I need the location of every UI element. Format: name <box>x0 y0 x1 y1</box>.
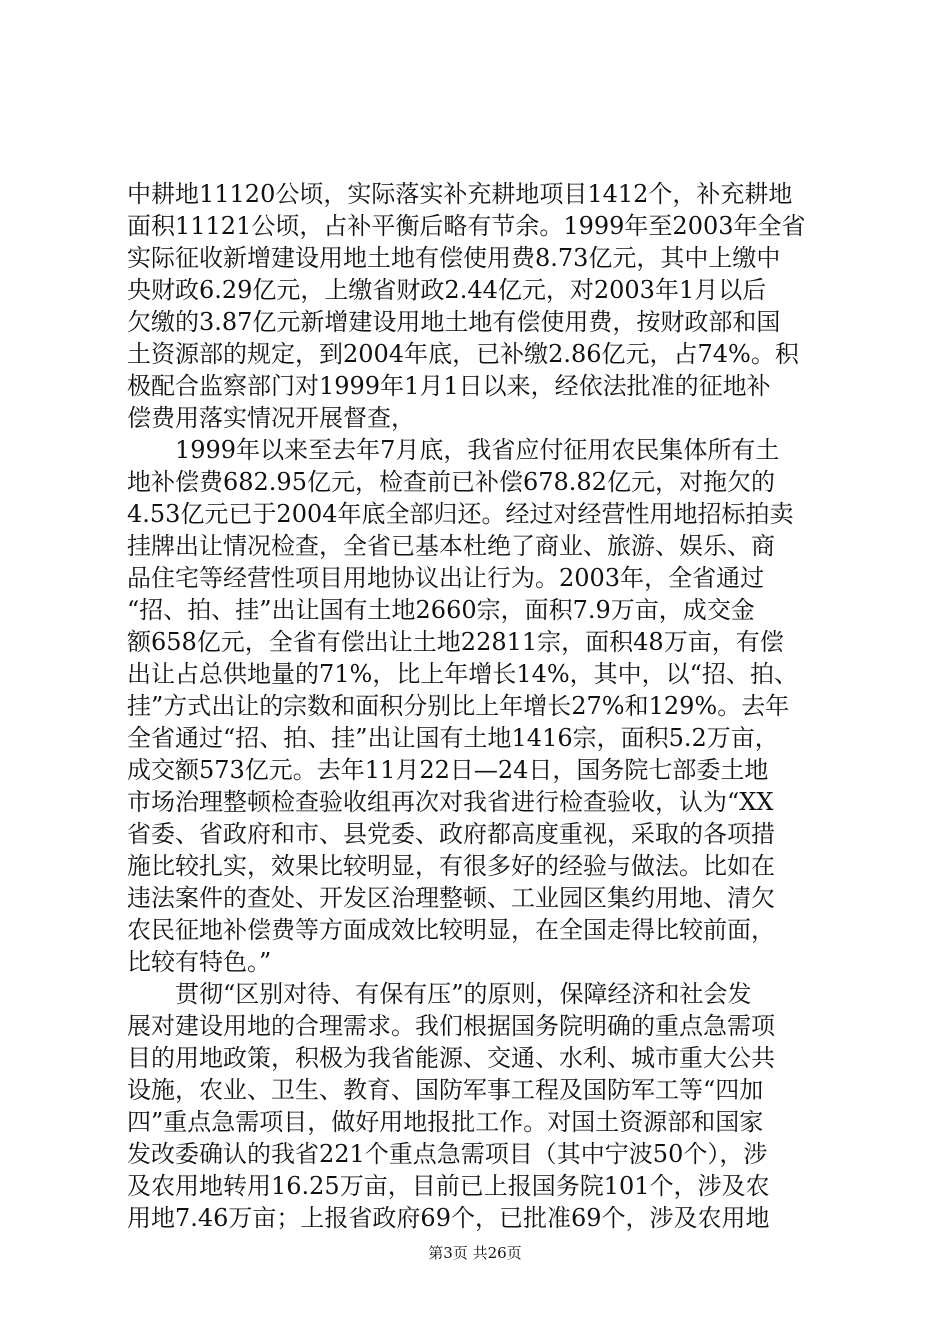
text-line: 出让占总供地量的71%，比上年增长14%，其中，以“招、拍、 <box>127 660 798 688</box>
text-line: 实际征收新增建设用地土地有偿使用费8.73亿元，其中上缴中 <box>127 244 781 272</box>
text-line: 设施，农业、卫生、教育、国防军事工程及国防军工等“四加 <box>127 1076 764 1104</box>
text-line: 全省通过“招、拍、挂”出让国有土地1416宗，面积5.2万亩， <box>127 724 779 752</box>
text-line: 用地7.46万亩；上报省政府69个，已批准69个，涉及农用地 <box>127 1204 770 1232</box>
text-line: 极配合监察部门对1999年1月1日以来，经依法批准的征地补 <box>127 372 771 400</box>
text-line: 品住宅等经营性项目用地协议出让行为。2003年，全省通过 <box>127 564 765 592</box>
text-line: 目的用地政策，积极为我省能源、交通、水利、城市重大公共 <box>127 1044 775 1072</box>
document-body <box>127 178 827 1234</box>
text-line: 农民征地补偿费等方面成效比较明显，在全国走得比较前面， <box>127 916 775 944</box>
text-line: 1999年以来至去年7月底，我省应付征用农民集体所有土 <box>127 436 780 464</box>
text-line: 央财政6.29亿元，上缴省财政2.44亿元，对2003年1月以后 <box>127 276 767 304</box>
text-line: 及农用地转用16.25万亩，目前已上报国务院101个，涉及农 <box>127 1172 770 1200</box>
text-line: 额658亿元，全省有偿出让土地22811宗，面积48万亩，有偿 <box>127 628 784 656</box>
text-line: 比较有特色。” <box>127 948 272 976</box>
text-line: 展对建设用地的合理需求。我们根据国务院明确的重点急需项 <box>127 1012 775 1040</box>
text-line: 4.53亿元已于2004年底全部归还。经过对经营性用地招标拍卖 <box>127 500 794 528</box>
text-line: 省委、省政府和市、县党委、政府都高度重视，采取的各项措 <box>127 820 775 848</box>
text-line: 挂牌出让情况检查，全省已基本杜绝了商业、旅游、娱乐、商 <box>127 532 775 560</box>
text-line: 市场治理整顿检查验收组再次对我省进行检查验收，认为“XX <box>127 788 774 816</box>
text-line: 违法案件的查处、开发区治理整顿、工业园区集约用地、清欠 <box>127 884 775 912</box>
page-footer: 第3页 共26页 <box>428 1244 522 1262</box>
text-line: 地补偿费682.95亿元，检查前已补偿678.82亿元，对拖欠的 <box>127 468 775 496</box>
text-line: 施比较扎实，效果比较明显，有很多好的经验与做法。比如在 <box>127 852 775 880</box>
text-line: “招、拍、挂”出让国有土地2660宗，面积7.9万亩，成交金 <box>127 596 755 624</box>
text-line: 欠缴的3.87亿元新增建设用地土地有偿使用费，按财政部和国 <box>127 308 781 336</box>
text-line: 面积11121公顷，占补平衡后略有节余。1999年至2003年全省 <box>127 212 806 240</box>
text-line: 挂”方式出让的宗数和面积分别比上年增长27%和129%。去年 <box>127 692 790 720</box>
text-line: 四”重点急需项目，做好用地报批工作。对国土资源部和国家 <box>127 1108 764 1136</box>
text-line: 发改委确认的我省221个重点急需项目（其中宁波50个），涉 <box>127 1140 768 1168</box>
text-line: 中耕地11120公顷，实际落实补充耕地项目1412个，补充耕地 <box>127 180 793 208</box>
text-line: 贯彻“区别对待、有保有压”的原则，保障经济和社会发 <box>127 980 752 1008</box>
text-line: 成交额573亿元。去年11月22日—24日，国务院七部委土地 <box>127 756 769 784</box>
text-line: 土资源部的规定，到2004年底，已补缴2.86亿元，占74%。积 <box>127 340 799 368</box>
text-line: 偿费用落实情况开展督查， <box>127 404 415 432</box>
